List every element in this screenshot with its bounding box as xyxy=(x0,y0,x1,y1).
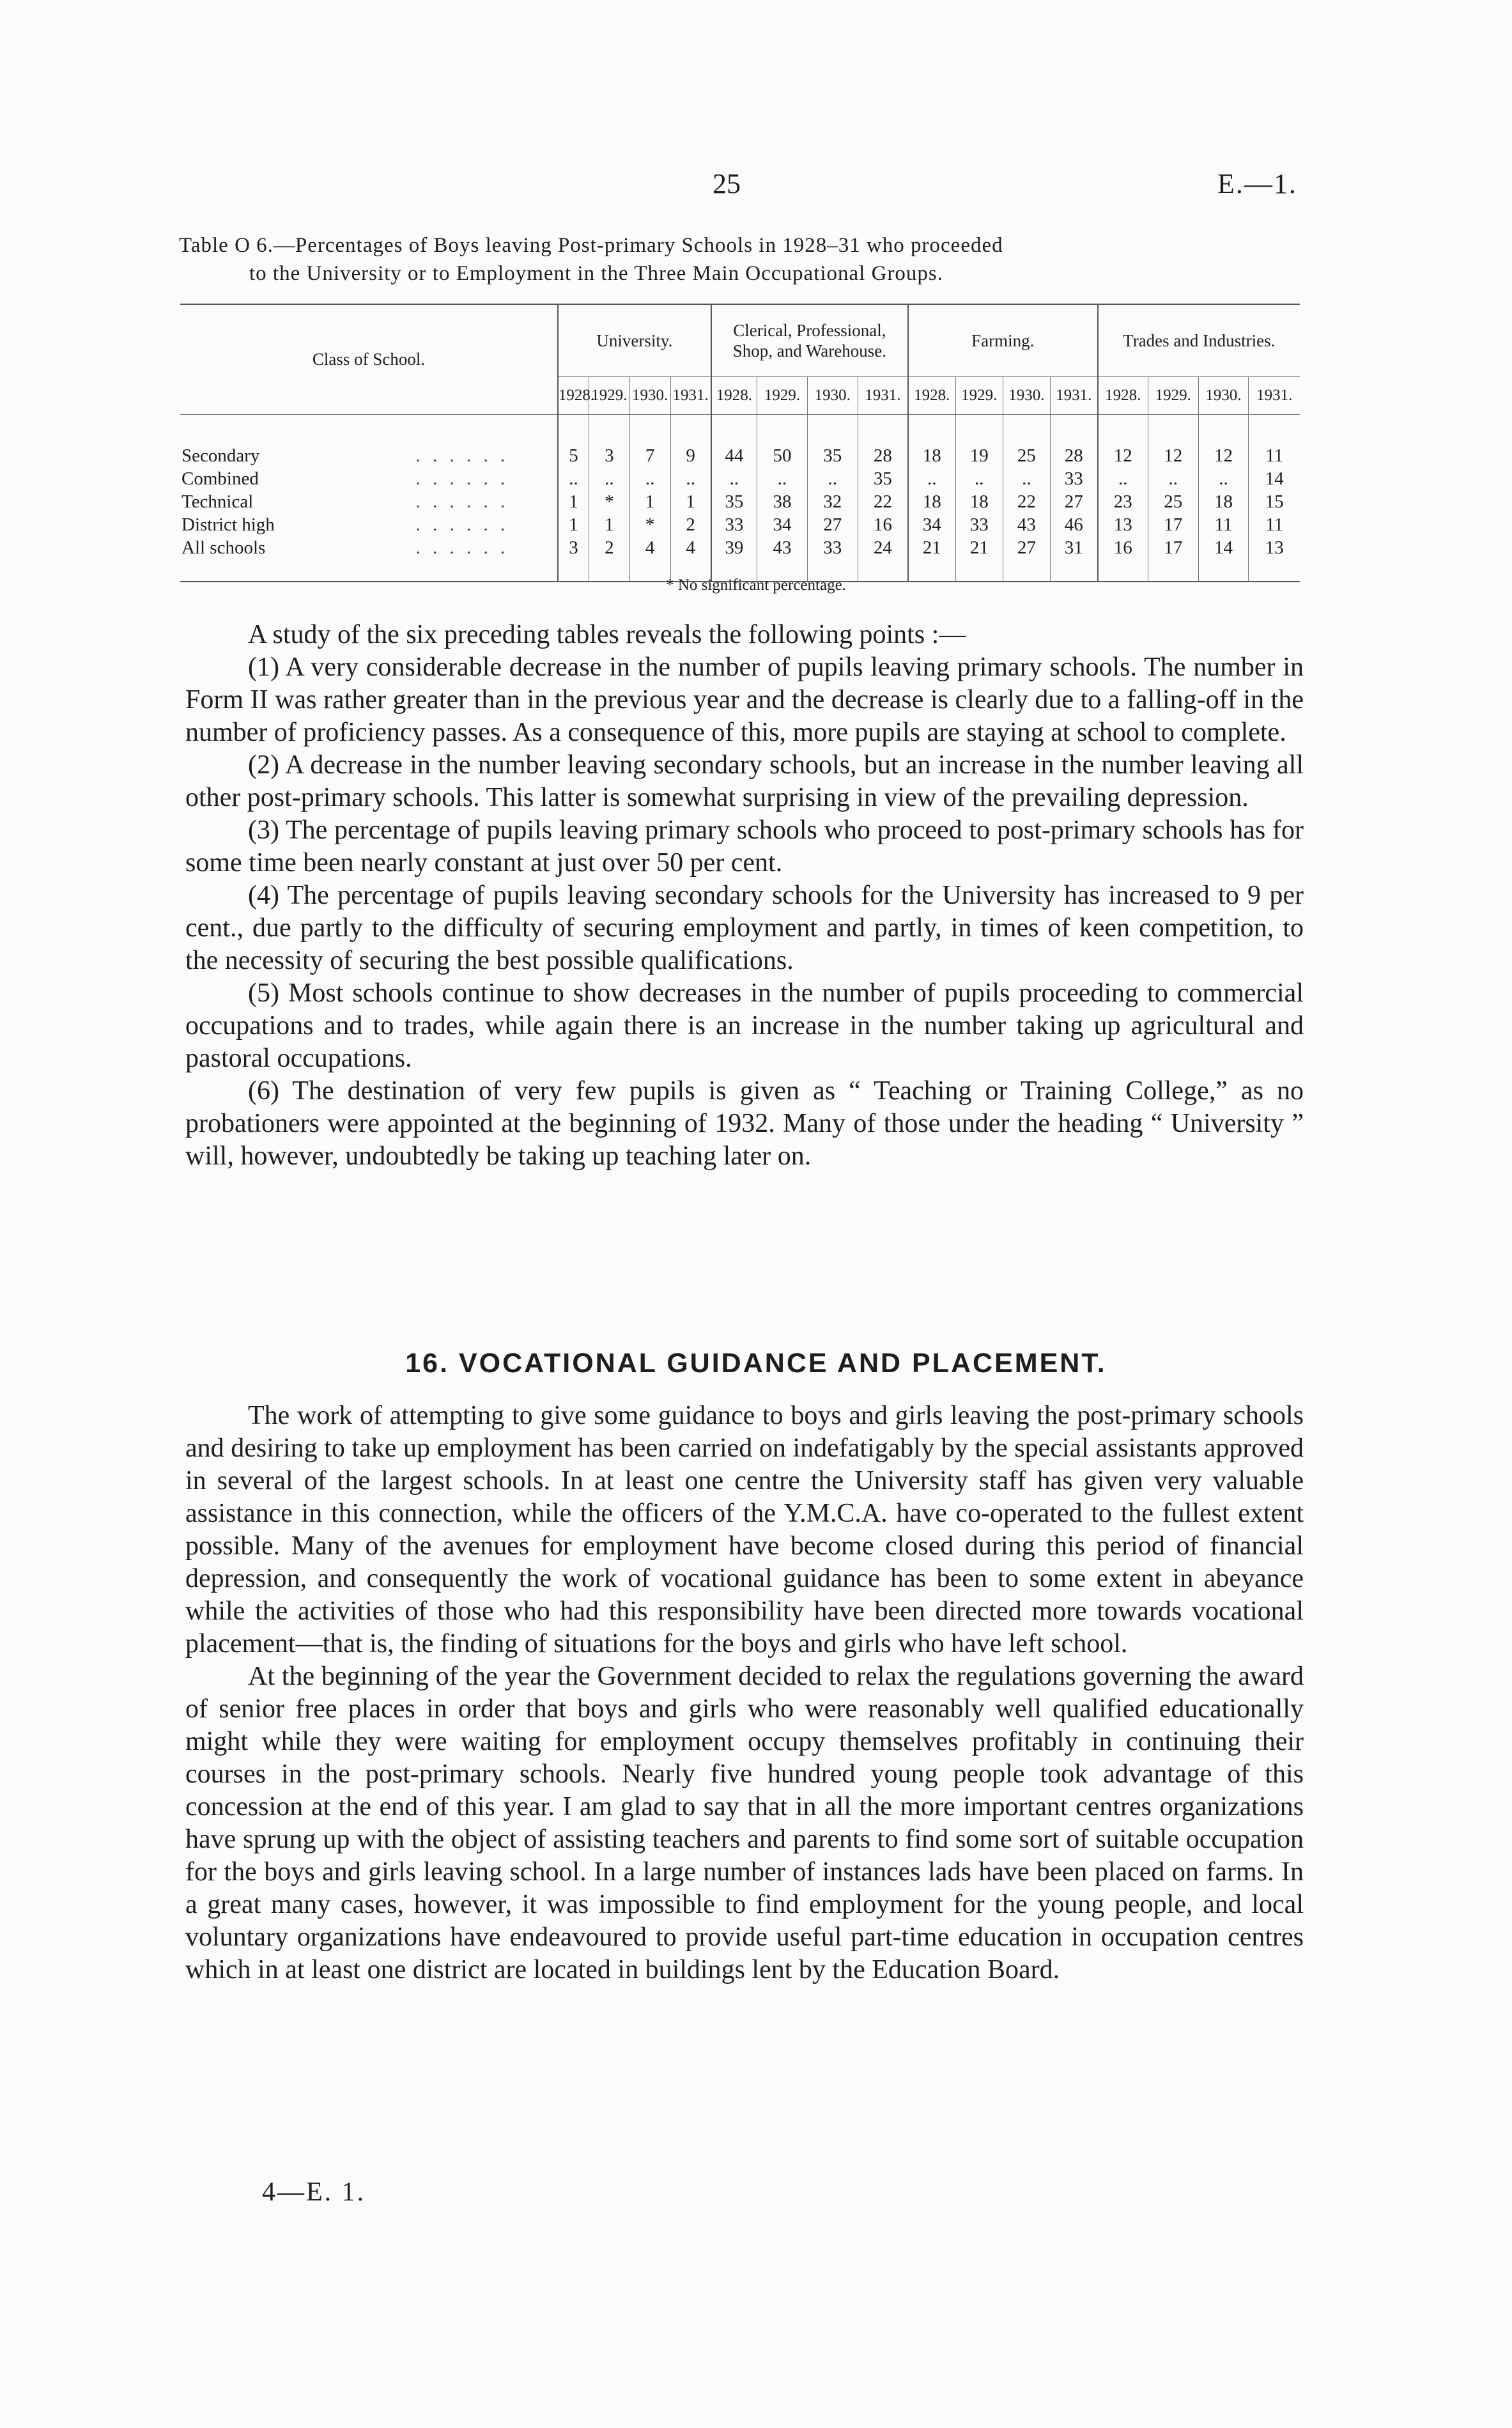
leader-dots: . . . . . . xyxy=(415,468,509,489)
section-heading: 16. VOCATIONAL GUIDANCE AND PLACEMENT. xyxy=(405,1348,1107,1379)
table-cell: 28 xyxy=(858,444,908,467)
vocational-section xyxy=(185,1400,1304,1986)
row-label: All schools xyxy=(181,537,266,558)
table-cell: 27 xyxy=(1003,536,1050,582)
year-header: 1928. xyxy=(908,377,955,415)
table-cell: 50 xyxy=(757,444,808,467)
table-cell: .. xyxy=(670,467,711,490)
table-cell: 25 xyxy=(1148,490,1198,513)
table-cell: 24 xyxy=(858,536,908,582)
study-point-3: (3) The percentage of pupils leaving primary schools who proceed to post-primary schools has for some time been nearly constant at just over 50 per cent. xyxy=(185,816,1304,878)
year-header: 1929. xyxy=(955,377,1003,415)
table-caption-line1: Table O 6.—Percentages of Boys leaving Post-primary Schools in 1928–31 who proceeded xyxy=(179,234,1003,257)
table-cell: 1 xyxy=(558,513,589,536)
vocational-paragraph-1: The work of attempting to give some guidance to boys and girls leaving the post-primary schools and desiring to take up employment has been carried on indefatigably by the special assistants approved in several of the largest schools. In at least one centre the University staff has given very valuable assistance in this connection, while the officers of the Y.M.C.A. have co-operated to the fullest extent possible. Many of the avenues for employment have become closed during this period of financial depression, and consequently the work of vocational guidance has been to some extent in abeyance while the activities of those who had this responsibility have been directed more towards vocational placement—that is, the finding of situations for the boys and girls who have left school. xyxy=(185,1401,1304,1659)
table-cell: .. xyxy=(629,467,670,490)
table-cell: 1 xyxy=(629,490,670,513)
table-cell: 7 xyxy=(629,444,670,467)
table-cell: 33 xyxy=(711,513,757,536)
study-intro: A study of the six preceding tables reveals the following points :— xyxy=(248,620,966,649)
study-point-4: (4) The percentage of pupils leaving secondary schools for the University has increased to 9 per cent., due partly to the difficulty of securing employment and partly, in times of keen competition, to the necessity of securing the best possible qualifications. xyxy=(185,881,1304,975)
table-cell: 19 xyxy=(955,444,1003,467)
table-cell: 27 xyxy=(1050,490,1097,513)
table-cell: 33 xyxy=(955,513,1003,536)
leader-dots: . . . . . . xyxy=(415,537,509,558)
table-cell: 43 xyxy=(1003,513,1050,536)
group-header-university: University. xyxy=(558,304,711,377)
table-cell: 11 xyxy=(1198,513,1249,536)
table-cell: 21 xyxy=(955,536,1003,582)
table-cell: 13 xyxy=(1098,513,1148,536)
table-cell: 17 xyxy=(1148,513,1198,536)
table-cell: 35 xyxy=(807,444,858,467)
document-reference: E.—1. xyxy=(1217,168,1297,199)
table-cell: 16 xyxy=(858,513,908,536)
row-label: District high xyxy=(181,514,275,535)
table-cell: .. xyxy=(757,467,808,490)
group-header-trades: Trades and Industries. xyxy=(1098,304,1300,377)
page-number: 25 xyxy=(713,168,741,199)
table-cell: 27 xyxy=(807,513,858,536)
leader-dots: . . . . . . xyxy=(415,514,509,535)
table-cell: 3 xyxy=(589,444,630,467)
table-cell: 12 xyxy=(1198,444,1249,467)
table-cell: 2 xyxy=(670,513,711,536)
table-cell: .. xyxy=(807,467,858,490)
table-cell: 18 xyxy=(908,490,955,513)
table-cell: .. xyxy=(1148,467,1198,490)
table-cell: 4 xyxy=(670,536,711,582)
table-row xyxy=(180,490,1300,513)
group-header-farming: Farming. xyxy=(908,304,1098,377)
signature-mark: 4—E. 1. xyxy=(262,2177,366,2207)
table-cell: 3 xyxy=(558,536,589,582)
study-section xyxy=(185,619,1304,1173)
year-header: 1928. xyxy=(1098,377,1148,415)
table-cell: 13 xyxy=(1249,536,1300,582)
year-header: 1929. xyxy=(757,377,808,415)
table-cell: 46 xyxy=(1050,513,1097,536)
leader-dots: . . . . . . xyxy=(415,445,509,466)
table-cell: 28 xyxy=(1050,444,1097,467)
year-header: 1931. xyxy=(670,377,711,415)
percentage-table xyxy=(180,304,1300,582)
row-label: Technical xyxy=(181,491,254,512)
table-cell: 5 xyxy=(558,444,589,467)
table-cell: 32 xyxy=(807,490,858,513)
table-cell: 12 xyxy=(1098,444,1148,467)
table-cell: 4 xyxy=(629,536,670,582)
year-header: 1931. xyxy=(1249,377,1300,415)
table-row xyxy=(180,536,1300,582)
year-header: 1930. xyxy=(807,377,858,415)
study-point-6: (6) The destination of very few pupils is given as “ Teaching or Training College,” as no probationers were appointed at the beginning of 1932. Many of those under the heading “ University ” will, however, undoubtedly be taking up teaching later on. xyxy=(185,1076,1304,1171)
table-cell: 18 xyxy=(908,444,955,467)
table-cell: 18 xyxy=(1198,490,1249,513)
group-header-clerical: Clerical, Professional, Shop, and Warehouse. xyxy=(711,304,908,377)
table-cell: 34 xyxy=(757,513,808,536)
table-cell: 14 xyxy=(1198,536,1249,582)
table-cell: 33 xyxy=(1050,467,1097,490)
table-cell: .. xyxy=(589,467,630,490)
table-cell: 43 xyxy=(757,536,808,582)
table-cell: 2 xyxy=(589,536,630,582)
table-caption-line2: to the University or to Employment in the Three Main Occupational Groups. xyxy=(249,262,944,285)
year-header: 1930. xyxy=(629,377,670,415)
table-cell: 23 xyxy=(1098,490,1148,513)
table-cell: 1 xyxy=(589,513,630,536)
table-cell: 17 xyxy=(1148,536,1198,582)
row-label: Secondary xyxy=(181,445,260,466)
table-cell: .. xyxy=(955,467,1003,490)
table-body xyxy=(180,444,1300,582)
table-cell: 33 xyxy=(807,536,858,582)
table-cell: 34 xyxy=(908,513,955,536)
table-cell: 15 xyxy=(1249,490,1300,513)
table-cell: 1 xyxy=(670,490,711,513)
table-cell: 22 xyxy=(858,490,908,513)
table-cell: 18 xyxy=(955,490,1003,513)
table-cell: 22 xyxy=(1003,490,1050,513)
table-cell: 11 xyxy=(1249,444,1300,467)
table-cell: .. xyxy=(1003,467,1050,490)
table-cell: * xyxy=(629,513,670,536)
table-cell: 25 xyxy=(1003,444,1050,467)
table-cell: 38 xyxy=(757,490,808,513)
table-cell: * xyxy=(589,490,630,513)
study-point-5: (5) Most schools continue to show decreases in the number of pupils proceeding to commercial occupations and to trades, while again there is an increase in the number taking up agricultural and pastoral occupations. xyxy=(185,978,1304,1073)
table-cell: 21 xyxy=(908,536,955,582)
table-cell: .. xyxy=(711,467,757,490)
table-row xyxy=(180,467,1300,490)
table-row xyxy=(180,444,1300,467)
table-cell: .. xyxy=(908,467,955,490)
class-of-school-header: Class of School. xyxy=(180,304,558,415)
table-cell: 44 xyxy=(711,444,757,467)
table-cell: 35 xyxy=(711,490,757,513)
table-cell: 9 xyxy=(670,444,711,467)
table-cell: .. xyxy=(1098,467,1148,490)
table-row xyxy=(180,513,1300,536)
year-header: 1929. xyxy=(589,377,630,415)
table-cell: 31 xyxy=(1050,536,1097,582)
study-point-1: (1) A very considerable decrease in the number of pupils leaving primary schools. The number in Form II was rather greater than in the previous year and the decrease is clearly due to a falling-off in the number of proficiency passes. As a consequence of this, more pupils are staying at school to complete. xyxy=(185,653,1304,747)
table-cell: .. xyxy=(1198,467,1249,490)
row-label: Combined xyxy=(181,468,259,489)
table-cell: 1 xyxy=(558,490,589,513)
table-cell: 16 xyxy=(1098,536,1148,582)
year-header: 1930. xyxy=(1003,377,1050,415)
table-cell: 14 xyxy=(1249,467,1300,490)
year-header: 1929. xyxy=(1148,377,1198,415)
table-cell: .. xyxy=(558,467,589,490)
year-header: 1931. xyxy=(1050,377,1097,415)
table-caption xyxy=(179,231,1329,288)
table-cell: 39 xyxy=(711,536,757,582)
table-cell: 11 xyxy=(1249,513,1300,536)
year-header: 1930. xyxy=(1198,377,1249,415)
year-header: 1931. xyxy=(858,377,908,415)
table-footnote: * No significant percentage. xyxy=(666,576,846,594)
table-cell: 35 xyxy=(858,467,908,490)
table-cell: 12 xyxy=(1148,444,1198,467)
year-header: 1928. xyxy=(558,377,589,415)
leader-dots: . . . . . . xyxy=(415,491,509,512)
year-header: 1928. xyxy=(711,377,757,415)
vocational-paragraph-2: At the beginning of the year the Government decided to relax the regulations governing the award of senior free places in order that boys and girls who were reasonably well qualified educationally might while they were waiting for employment occupy themselves profitably in continuing their courses in the post-primary schools. Nearly five hundred young people took advantage of this concession at the end of this year. I am glad to say that in all the more important centres organizations have sprung up with the object of assisting teachers and parents to find some sort of suitable occupation for the boys and girls leaving school. In a large number of instances lads have been placed on farms. In a great many cases, however, it was impossible to find employment for the young people, and local voluntary organizations have endeavoured to provide useful part-time education in occupation centres which in at least one district are located in buildings lent by the Education Board. xyxy=(185,1662,1304,1984)
study-point-2: (2) A decrease in the number leaving secondary schools, but an increase in the number leaving all other post-primary schools. This latter is somewhat surprising in view of the prevailing depression. xyxy=(185,750,1304,812)
